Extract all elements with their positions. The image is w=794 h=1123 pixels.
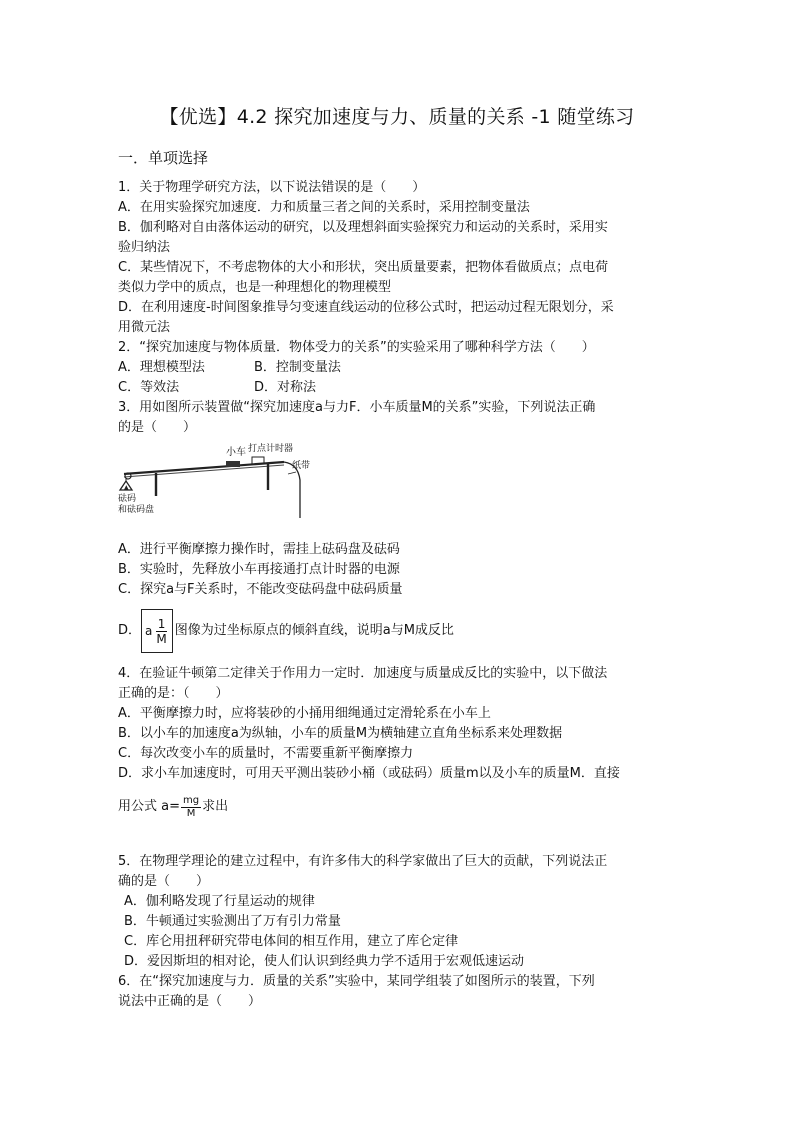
question-1-option-d: D．在利用速度-时间图象推导匀变速直线运动的位移公式时，把运动过程无限划分，采 xyxy=(118,300,614,315)
question-2-option-d: D．对称法 xyxy=(254,380,317,395)
question-4 xyxy=(118,664,684,826)
question-4-option-c: C．每次改变小车的质量时，不需要重新平衡摩擦力 xyxy=(118,746,414,761)
car-icon xyxy=(226,461,240,467)
label-timer: 打点计时器 xyxy=(248,444,294,454)
question-4-stem-cont: 正确的是：（ ） xyxy=(118,686,229,701)
fraction-one-over-m xyxy=(154,617,168,646)
fraction-mg-over-m xyxy=(181,795,201,820)
formula-prefix: 用公式 a= xyxy=(118,799,180,814)
question-1-option-a: A．在用实验探究加速度．力和质量三者之间的关系时，采用控制变量法 xyxy=(118,200,530,215)
label-tape: 纸带 xyxy=(292,461,311,471)
question-1-option-c-cont: 类似力学中的质点，也是一种理想化的物理模型 xyxy=(118,280,392,295)
question-4-option-d-formula-line xyxy=(118,788,684,826)
question-3-option-b: B．实验时，先释放小车再接通打点计时器的电源 xyxy=(118,562,400,577)
question-2-options-row-1 xyxy=(118,358,684,378)
question-3-option-d-prefix: D． xyxy=(118,623,142,638)
fraction-numerator: 1 xyxy=(157,616,166,631)
label-weights-pan: 和砝码盘 xyxy=(118,505,155,515)
a-vs-inverse-m-formula xyxy=(141,609,173,653)
apparatus-diagram xyxy=(118,440,318,536)
question-3 xyxy=(118,398,684,660)
question-3-apparatus-figure xyxy=(118,440,684,536)
question-5-option-b: B．牛顿通过实验测出了万有引力常量 xyxy=(124,914,341,929)
fraction-denominator: M xyxy=(156,631,167,646)
label-car: 小车 xyxy=(226,447,246,458)
question-2-option-a: A．理想模型法 xyxy=(118,360,205,375)
question-4-stem: 4．在验证牛顿第二定律关于作用力一定时．加速度与质量成反比的实验中，以下做法 xyxy=(118,666,608,681)
label-weights: 砝码 xyxy=(118,494,137,504)
question-5 xyxy=(118,852,684,972)
question-4-option-b: B．以小车的加速度a为纵轴，小车的质量M为横轴建立直角坐标系来处理数据 xyxy=(118,726,563,741)
question-3-stem: 3．用如图所示装置做“探究加速度a与力F．小车质量M的关系”实验，下列说法正确 xyxy=(118,400,596,415)
fraction-numerator: mg xyxy=(183,794,200,806)
fraction-denominator: M xyxy=(186,807,196,819)
question-2 xyxy=(118,338,684,398)
question-6-stem-cont: 说法中正确的是（ ） xyxy=(118,994,262,1009)
question-3-option-a: A．进行平衡摩擦力操作时，需挂上砝码盘及砝码 xyxy=(118,542,400,557)
question-5-option-c: C．库仑用扭秤研究带电体间的相互作用，建立了库仑定律 xyxy=(124,934,459,949)
question-list xyxy=(118,178,684,1012)
question-5-stem-cont: 确的是（ ） xyxy=(118,874,210,889)
question-3-option-d xyxy=(118,602,684,660)
question-3-stem-cont: 的是（ ） xyxy=(118,420,197,435)
question-1-option-b-cont: 验归纳法 xyxy=(118,240,171,255)
spacer xyxy=(118,826,684,852)
question-3-option-d-text: 图像为过坐标原点的倾斜直线，说明a与M成反比 xyxy=(174,623,454,638)
question-6-stem: 6．在“探究加速度与力．质量的关系”实验中，某同学组装了如图所示的装置，下列 xyxy=(118,974,595,989)
question-4-option-a: A．平衡摩擦力时，应将装砂的小捅用细绳通过定滑轮系在小车上 xyxy=(118,706,491,721)
question-5-stem: 5．在物理学理论的建立过程中，有许多伟大的科学家做出了巨大的贡献，下列说法正 xyxy=(118,854,608,869)
question-1-stem: 1．关于物理学研究方法，以下说法错误的是（ ） xyxy=(118,180,426,195)
svg-text:▲: ▲ xyxy=(124,484,129,491)
question-1-option-c: C．某些情况下，不考虑物体的大小和形状，突出质量要素，把物体看做质点；点电荷 xyxy=(118,260,609,275)
question-2-options-row-2 xyxy=(118,378,684,398)
question-2-option-c: C．等效法 xyxy=(118,380,180,395)
track-board-lower xyxy=(124,465,284,477)
question-1-option-b: B．伽利略对自由落体运动的研究，以及理想斜面实验探究力和运动的关系时，采用实 xyxy=(118,220,608,235)
document-title: 【优选】4.2 探究加速度与力、质量的关系 -1 随堂练习 xyxy=(159,106,635,128)
question-2-option-b: B．控制变量法 xyxy=(254,360,341,375)
question-5-option-d: D．爱因斯坦的相对论，使人们认识到经典力学不适用于宏观低速运动 xyxy=(124,954,525,969)
formula-a: a xyxy=(145,624,153,638)
question-1-option-d-cont: 用微元法 xyxy=(118,320,171,335)
question-6 xyxy=(118,972,684,1012)
question-1 xyxy=(118,178,684,338)
formula-suffix: 求出 xyxy=(202,799,229,814)
question-5-option-a: A．伽利略发现了行星运动的规律 xyxy=(124,894,315,909)
question-3-option-c: C．探究a与F关系时，不能改变砝码盘中砝码质量 xyxy=(118,582,403,597)
section-heading: 一．单项选择 xyxy=(118,149,209,167)
question-2-stem: 2．“探究加速度与物体质量．物体受力的关系”的实验采用了哪种科学方法（ ） xyxy=(118,340,595,355)
question-4-option-d: D．求小车加速度时，可用天平测出装砂小桶（或砝码）质量m以及小车的质量M．直接 xyxy=(118,766,620,781)
